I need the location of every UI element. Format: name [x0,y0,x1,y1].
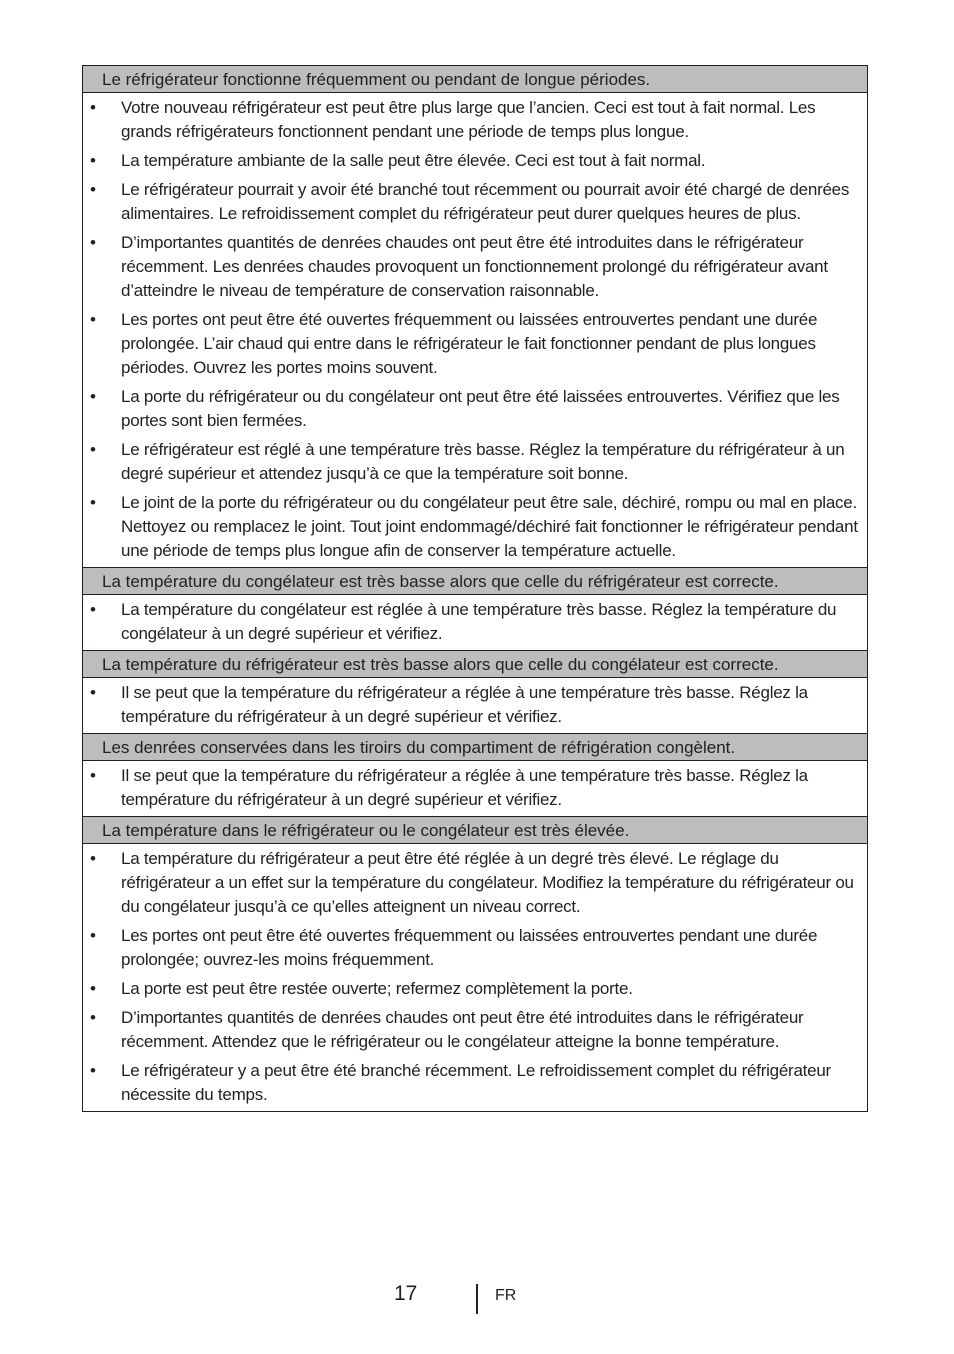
item-text: Il se peut que la température du réfrigérateur a réglée à une température très basse. Réglez la température du réfrigérateur à un degré supérieur et vérifiez. [121,683,808,726]
section-header: La température du congélateur est très basse alors que celle du réfrigérateur est correcte. [83,568,867,595]
section-header: La température du réfrigérateur est très basse alors que celle du congélateur est correcte. [83,651,867,678]
item-text: Il se peut que la température du réfrigérateur a réglée à une température très basse. Réglez la température du réfrigérateur à un degré supérieur et vérifiez. [121,766,808,809]
list-item [83,1006,867,1054]
list-item [83,438,867,486]
bullet-icon: • [90,440,96,459]
bullet-icon: • [90,766,96,785]
item-text: La porte du réfrigérateur ou du congélateur ont peut être été laissées entrouvertes. Vérifiez que les portes sont bien fermées. [121,387,840,430]
section-header: La température dans le réfrigérateur ou le congélateur est très élevée. [83,817,867,844]
troubleshooting-table [82,65,868,1112]
bullet-icon: • [90,1008,96,1027]
bullet-icon: • [90,926,96,945]
list-item [83,231,867,303]
section-body [83,761,867,817]
list-item [83,149,867,173]
list-item [83,96,867,144]
item-text: La porte est peut être restée ouverte; refermez complètement la porte. [121,979,633,998]
list-item [83,308,867,380]
bullet-icon: • [90,98,96,117]
item-text: Le réfrigérateur est réglé à une température très basse. Réglez la température du réfrigérateur à un degré supérieur et attendez jusqu’à ce que la température soit bonne. [121,440,845,483]
bullet-icon: • [90,180,96,199]
section-header: Les denrées conservées dans les tiroirs du compartiment de réfrigération congèlent. [83,734,867,761]
item-text: Les portes ont peut être été ouvertes fréquemment ou laissées entrouvertes pendant une durée prolongée; ouvrez-les moins fréquemment. [121,926,818,969]
list-item [83,598,867,646]
bullet-icon: • [90,233,96,252]
item-text: D’importantes quantités de denrées chaudes ont peut être été introduites dans le réfrigérateur récemment. Les denrées chaudes provoquent un fonctionnement prolongé du réfrigérateur avant d’atteindre le niveau de température de conservation raisonnable. [121,233,828,300]
list-item [83,491,867,563]
language-code: FR [495,1287,517,1304]
section-header: Le réfrigérateur fonctionne fréquemment ou pendant de longue périodes. [83,66,867,93]
item-text: Le joint de la porte du réfrigérateur ou du congélateur peut être sale, déchiré, rompu ou mal en place. Nettoyez ou remplacez le joint. Tout joint endommagé/déchiré fait fonctionner le réfrigérateur pendant une période de temps plus longue afin de conserver la température actuelle. [121,493,858,560]
item-text: Les portes ont peut être été ouvertes fréquemment ou laissées entrouvertes pendant une durée prolongée. L’air chaud qui entre dans le réfrigérateur le fait fonctionner pendant de plus longues périodes. Ouvrez les portes moins souvent. [121,310,818,377]
bullet-icon: • [90,849,96,868]
list-item [83,847,867,919]
bullet-icon: • [90,151,96,170]
bullet-icon: • [90,979,96,998]
list-item [83,681,867,729]
item-text: Le réfrigérateur pourrait y avoir été branché tout récemment ou pourrait avoir été chargé de denrées alimentaires. Le refroidissement complet du réfrigérateur peut durer quelques heures de plus. [121,180,850,223]
item-text: La température du congélateur est réglée à une température très basse. Réglez la température du congélateur à un degré supérieur et vérifiez. [121,600,837,643]
item-text: Le réfrigérateur y a peut être été branché récemment. Le refroidissement complet du réfrigérateur nécessite du temps. [121,1061,831,1104]
bullet-icon: • [90,1061,96,1080]
bullet-icon: • [90,600,96,619]
list-item [83,977,867,1001]
item-text: D’importantes quantités de denrées chaudes ont peut être été introduites dans le réfrigérateur récemment. Attendez que le réfrigérateur ou le congélateur atteigne la bonne température. [121,1008,804,1051]
list-item [83,385,867,433]
list-item [83,764,867,812]
bullet-icon: • [90,683,96,702]
section-body [83,595,867,651]
page-number: 17 [394,1282,418,1305]
section-body [83,678,867,734]
item-text: La température ambiante de la salle peut être élevée. Ceci est tout à fait normal. [121,151,706,170]
list-item [83,924,867,972]
item-text: Votre nouveau réfrigérateur est peut être plus large que l’ancien. Ceci est tout à fait normal. Les grands réfrigérateurs fonctionnent pendant une période de temps plus longue. [121,98,816,141]
bullet-icon: • [90,310,96,329]
section-body [83,844,867,1111]
page-footer [0,1280,954,1316]
footer-divider [476,1284,478,1314]
list-item [83,1059,867,1107]
list-item [83,178,867,226]
item-text: La température du réfrigérateur a peut être été réglée à un degré très élevé. Le réglage du réfrigérateur a un effet sur la température du congélateur. Modifiez la température du réfrigérateur ou du congélateur jusqu’à ce qu’elles atteignent un niveau correct. [121,849,854,916]
bullet-icon: • [90,493,96,512]
bullet-icon: • [90,387,96,406]
section-body [83,93,867,568]
